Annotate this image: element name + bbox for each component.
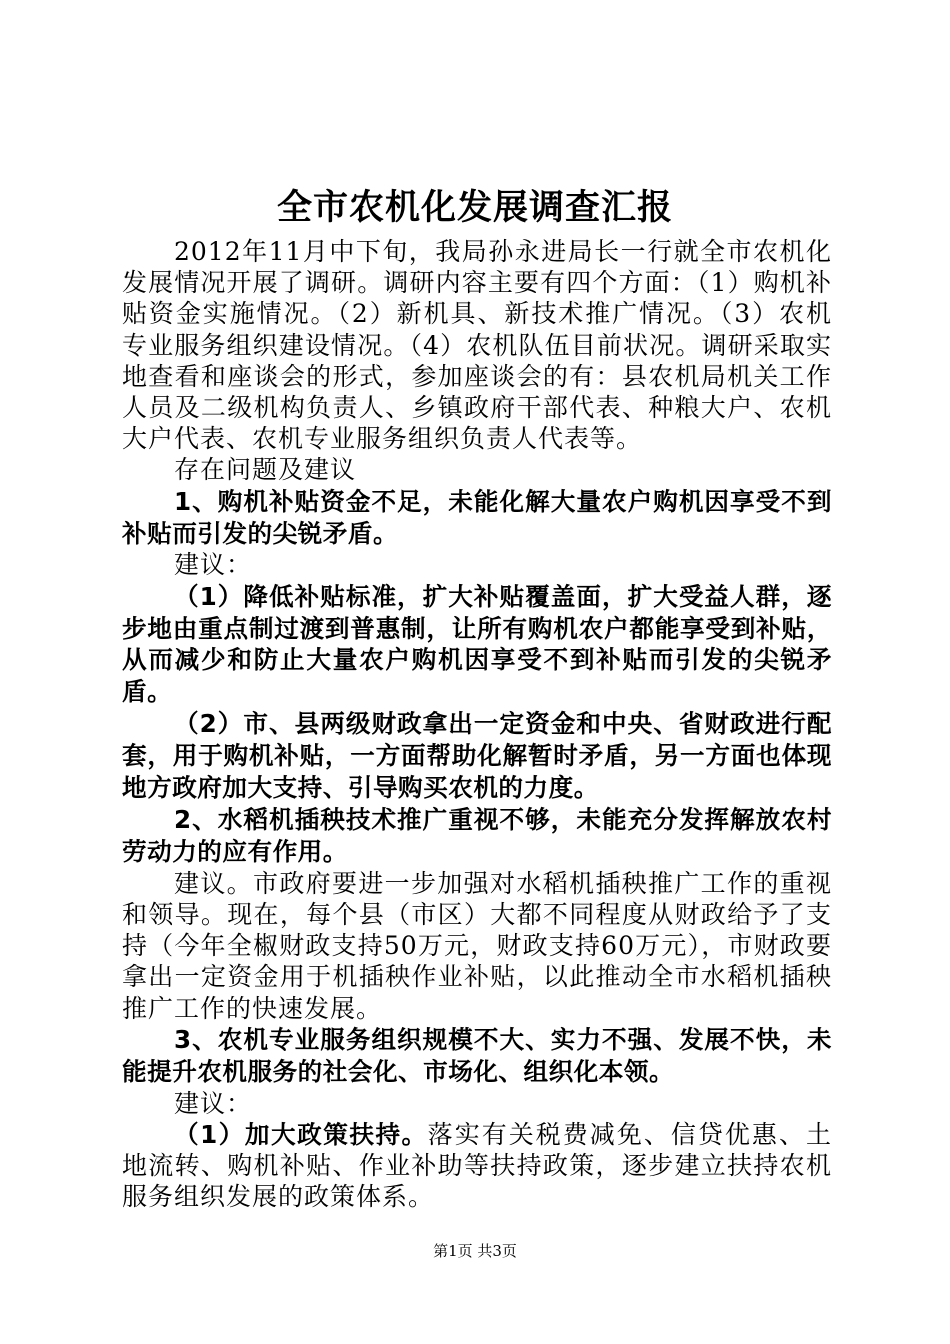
document-body [122,236,832,1212]
issue-3-paragraph: 3、农机专业服务组织规模不大、实力不强、发展不快，未能提升农机服务的社会化、市场化、组织化本领。 [122,1024,832,1086]
suggestion-lead: （1）加大政策扶持。 [174,1119,428,1149]
issue-1-suggestion-1: （1）降低补贴标准，扩大补贴覆盖面，扩大受益人群，逐步地由重点制过渡到普惠制，让所有购机农户都能享受到补贴，从而减少和防止大量农户购机因享受不到补贴而引发的尖锐矛盾。 [122,581,832,707]
intro-paragraph: 2012年11月中下旬，我局孙永进局长一行就全市农机化发展情况开展了调研。调研内容主要有四个方面：（1）购机补贴资金实施情况。（2）新机具、新技术推广情况。（3）农机专业服务组织建设情况。（4）农机队伍目前状况。调研采取实地查看和座谈会的形式，参加座谈会的有：县农机局机关工作人员及二级机构负责人、乡镇政府干部代表、种粮大户、农机大户代表、农机专业服务组织负责人代表等。 [122,237,832,454]
suggestion-text: 落实有关税费减免、信贷优惠、土地流转、购机补贴、作业补助等扶持政策，逐步建立扶持农机服务组织发展的政策体系。 [122,1119,832,1212]
issue-1-paragraph: 1、购机补贴资金不足，未能化解大量农户购机因享受不到补贴而引发的尖锐矛盾。 [122,486,832,548]
suggestion-label: 建议： [174,550,253,580]
document-title: 全市农机化发展调查汇报 [276,187,673,228]
issue-2-suggestion: 建议。市政府要进一步加强对水稻机插秧推广工作的重视和领导。现在，每个县（市区）大都不同程度从财政给予了支持（今年全椒财政支持50万元，财政支持60万元），市财政要拿出一定资金用于机插秧作业补贴，以此推动全市水稻机插秧推广工作的快速发展。 [122,868,832,1023]
suggestion-label: 建议： [174,1088,253,1118]
issue-1-suggestion-2: （2）市、县两级财政拿出一定资金和中央、省财政进行配套，用于购机补贴，一方面帮助化解暂时矛盾，另一方面也体现地方政府加大支持、引导购买农机的力度。 [122,709,832,803]
issue-2-paragraph: 2、水稻机插秧技术推广重视不够，未能充分发挥解放农村劳动力的应有作用。 [122,804,832,866]
section-heading: 存在问题及建议 [174,455,357,485]
issue-3-suggestion-1 [122,1119,832,1213]
page-footer: 第1页 共3页 [433,1242,517,1260]
